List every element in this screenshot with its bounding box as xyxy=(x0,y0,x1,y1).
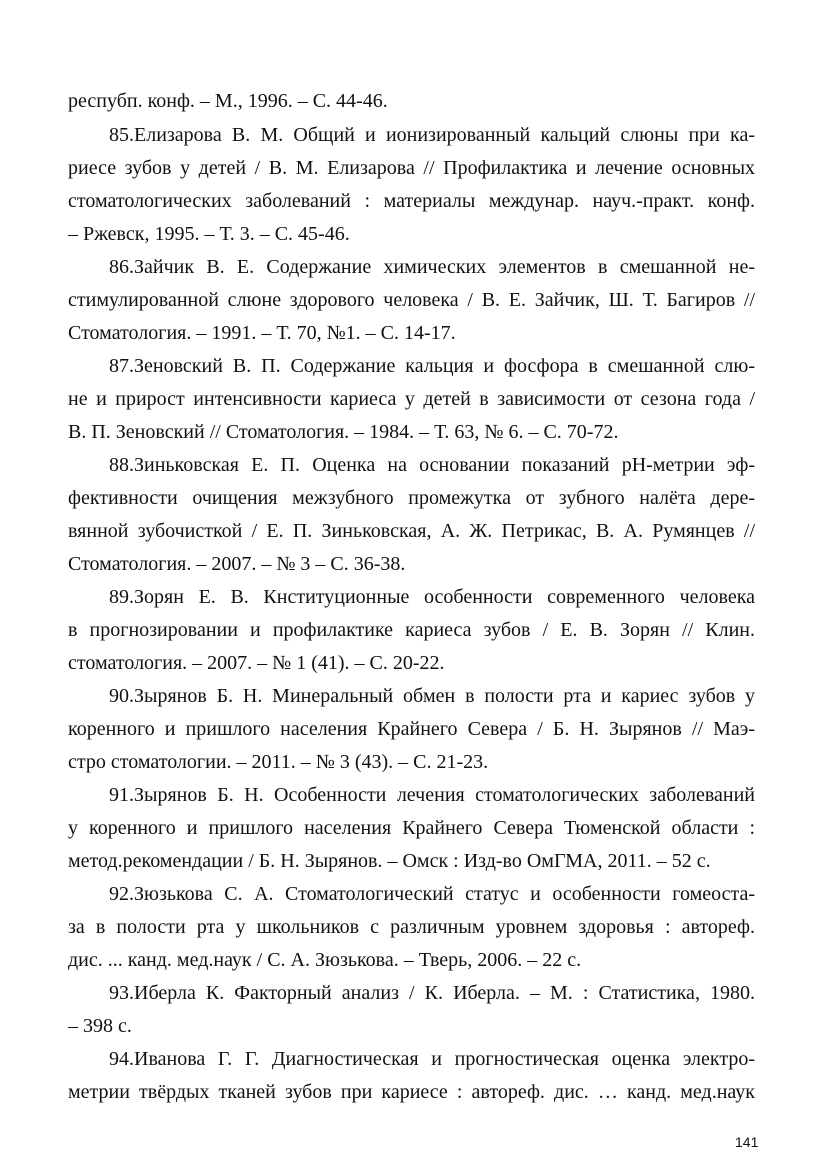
reference-94-line-1: 94.Иванова Г. Г. Диагностическая и прогностическая оценка электро- xyxy=(109,1048,755,1070)
text-line: в прогнозировании и профилактике кариеса зубов / Е. В. Зорян // Клин. xyxy=(68,619,755,641)
reference-90-line-1: 90.Зырянов Б. Н. Минеральный обмен в полости рта и кариес зубов у xyxy=(109,685,755,707)
text-line: коренного и пришлого населения Крайнего Севера / Б. Н. Зырянов // Маэ- xyxy=(68,718,755,740)
reference-92-line-1: 92.Зюзькова С. А. Стоматологический статус и особенности гомеоста- xyxy=(109,883,755,905)
reference-91-line-1: 91.Зырянов Б. Н. Особенности лечения стоматологических заболеваний xyxy=(109,784,755,806)
text-line: риесе зубов у детей / В. М. Елизарова // Профилактика и лечение основных xyxy=(68,157,755,179)
text-line: метод.рекомендации / Б. Н. Зырянов. – Омск : Изд-во ОмГМА, 2011. – 52 с. xyxy=(68,850,711,872)
text-line: – Ржевск, 1995. – Т. 3. – С. 45-46. xyxy=(68,223,350,245)
text-line: респубп. конф. – М., 1996. – С. 44-46. xyxy=(68,90,388,112)
text-line: вянной зубочисткой / Е. П. Зиньковская, А. Ж. Петрикас, В. А. Румянцев // xyxy=(68,520,755,542)
text-line: дис. ... канд. мед.наук / С. А. Зюзькова. – Тверь, 2006. – 22 с. xyxy=(68,949,582,971)
text-line: стоматологических заболеваний : материалы междунар. науч.-практ. конф. xyxy=(68,190,755,212)
text-line: за в полости рта у школьников с различным уровнем здоровья : автореф. xyxy=(68,916,755,938)
page-number: 141 xyxy=(735,1134,759,1150)
reference-93-line-1: 93.Иберла К. Факторный анализ / К. Иберла. – М. : Статистика, 1980. xyxy=(109,982,755,1004)
text-line: фективности очищения межзубного промежутка от зубного налёта дере- xyxy=(68,487,755,509)
reference-85-line-1: 85.Елизарова В. М. Общий и ионизированный кальций слюны при ка- xyxy=(109,124,755,146)
text-line: у коренного и пришлого населения Крайнего Севера Тюменской области : xyxy=(68,817,755,839)
text-line: стоматология. – 2007. – № 1 (41). – С. 20-22. xyxy=(68,652,445,674)
reference-86-line-1: 86.Зайчик В. Е. Содержание химических элементов в смешанной не- xyxy=(109,256,755,278)
text-line: – 398 с. xyxy=(68,1015,132,1037)
text-line: метрии твёрдых тканей зубов при кариесе : автореф. дис. … канд. мед.наук xyxy=(68,1081,755,1103)
reference-88-line-1: 88.Зиньковская Е. П. Оценка на основании показаний рН-метрии эф- xyxy=(109,454,755,476)
text-line: не и прирост интенсивности кариеса у детей в зависимости от сезона года / xyxy=(68,388,755,410)
text-line: Стоматология. – 2007. – № 3 – С. 36-38. xyxy=(68,553,406,575)
text-line: Стоматология. – 1991. – Т. 70, №1. – С. 14-17. xyxy=(68,322,456,344)
text-line: стимулированной слюне здорового человека / В. Е. Зайчик, Ш. Т. Багиров // xyxy=(68,289,755,311)
text-line: стро стоматологии. – 2011. – № 3 (43). – С. 21-23. xyxy=(68,751,489,773)
reference-87-line-1: 87.Зеновский В. П. Содержание кальция и фосфора в смешанной слю- xyxy=(109,355,755,377)
reference-89-line-1: 89.Зорян Е. В. Кнституционные особенности современного человека xyxy=(109,586,755,608)
text-line: В. П. Зеновский // Стоматология. – 1984. – Т. 63, № 6. – С. 70-72. xyxy=(68,421,619,443)
